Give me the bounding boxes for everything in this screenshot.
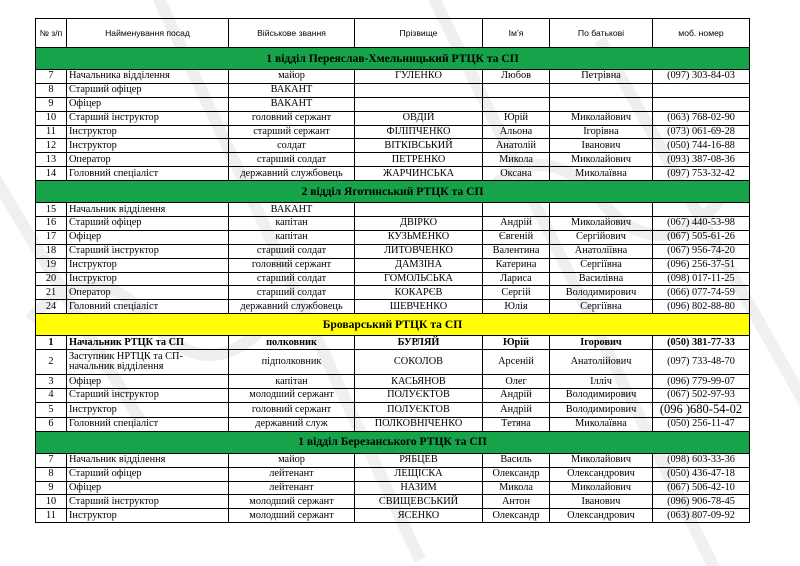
table-row: [36, 453, 750, 467]
table-row: [36, 70, 750, 84]
row-rank: головний сержант: [229, 258, 355, 272]
row-phone: (097) 733-48-70: [653, 350, 750, 375]
row-name: Олег: [483, 375, 550, 389]
table-row: [36, 258, 750, 272]
row-num: 5: [36, 402, 67, 417]
table-row: [36, 286, 750, 300]
row-rank: старший солдат: [229, 272, 355, 286]
row-name: Євгеній: [483, 230, 550, 244]
row-surname: ПОЛУЄКТОВ: [355, 389, 483, 403]
row-phone: (063) 768-02-90: [653, 111, 750, 125]
row-phone: [653, 83, 750, 97]
table-row: [36, 111, 750, 125]
table-row: [36, 509, 750, 523]
row-name: Юрій: [483, 336, 550, 350]
table-row: [36, 467, 750, 481]
table-row: [36, 495, 750, 509]
row-surname: ГОМОЛЬСЬКА: [355, 272, 483, 286]
table-row: [36, 389, 750, 403]
row-position: Оператор: [67, 153, 229, 167]
row-name: Микола: [483, 481, 550, 495]
row-phone-text: (096 )680-54-02: [659, 402, 743, 416]
row-phone: (096) 779-99-07: [653, 375, 750, 389]
row-num: 9: [36, 97, 67, 111]
row-phone: (097) 303-84-03: [653, 70, 750, 84]
row-phone: (066) 077-74-59: [653, 286, 750, 300]
row-position: Офіцер: [67, 97, 229, 111]
table-row: [36, 481, 750, 495]
row-patronymic: Миколайович: [550, 453, 653, 467]
row-num: 10: [36, 111, 67, 125]
row-rank: капітан: [229, 230, 355, 244]
row-patronymic: Іванович: [550, 139, 653, 153]
row-num: 13: [36, 153, 67, 167]
row-num: 18: [36, 244, 67, 258]
row-name: Андрій: [483, 217, 550, 231]
row-position: Офіцер: [67, 375, 229, 389]
row-patronymic: [550, 203, 653, 217]
row-phone: (063) 807-09-92: [653, 509, 750, 523]
row-rank: підполковник: [229, 350, 355, 375]
row-num: 1: [36, 336, 67, 350]
row-name: Юрій: [483, 111, 550, 125]
row-position: Старший інструктор: [67, 244, 229, 258]
row-surname: КАСЬЯНОВ: [355, 375, 483, 389]
row-rank: солдат: [229, 139, 355, 153]
row-num: 12: [36, 139, 67, 153]
row-phone: (097) 753-32-42: [653, 167, 750, 181]
row-surname: СОКОЛОВ: [355, 350, 483, 375]
row-patronymic: Ігорович: [550, 336, 653, 350]
row-name: Сергій: [483, 286, 550, 300]
row-position: Офіцер: [67, 230, 229, 244]
row-rank: головний сержант: [229, 402, 355, 417]
row-position: Начальник РТЦК та СП: [67, 336, 229, 350]
row-surname: ВІТКІВСЬКИЙ: [355, 139, 483, 153]
table-row: [36, 153, 750, 167]
row-phone: (098) 017-11-25: [653, 272, 750, 286]
row-patronymic: Сергіївна: [550, 300, 653, 314]
header-surname: Прізвище: [355, 19, 483, 48]
row-num: 7: [36, 453, 67, 467]
table-row: [36, 272, 750, 286]
row-num: 11: [36, 509, 67, 523]
row-surname: ПЕТРЕНКО: [355, 153, 483, 167]
row-name: [483, 203, 550, 217]
row-position: Заступник НРТЦК та СП-начальник відділення: [67, 350, 229, 375]
row-name: Антон: [483, 495, 550, 509]
row-num: 4: [36, 389, 67, 403]
table-row: [36, 83, 750, 97]
row-rank: головний сержант: [229, 111, 355, 125]
row-patronymic: Миколайович: [550, 481, 653, 495]
section-header: [36, 314, 750, 336]
row-phone: (067) 440-53-98: [653, 217, 750, 231]
row-surname: ПОЛУЄКТОВ: [355, 402, 483, 417]
header-position: Найменування посад: [67, 19, 229, 48]
row-patronymic: [550, 83, 653, 97]
row-name: Оксана: [483, 167, 550, 181]
row-patronymic: Володимирович: [550, 389, 653, 403]
row-position: Інструктор: [67, 258, 229, 272]
row-surname: ГУЛЕНКО: [355, 70, 483, 84]
row-name: Арсеній: [483, 350, 550, 375]
row-position: Інструктор: [67, 509, 229, 523]
row-patronymic: Василівна: [550, 272, 653, 286]
row-rank: капітан: [229, 375, 355, 389]
table-row: [36, 336, 750, 350]
row-phone: (067) 956-74-20: [653, 244, 750, 258]
row-num: 21: [36, 286, 67, 300]
row-position: Начальник відділення: [67, 453, 229, 467]
row-surname: ЯСЕНКО: [355, 509, 483, 523]
row-patronymic: Сергіївна: [550, 258, 653, 272]
row-rank: полковник: [229, 336, 355, 350]
row-phone: (098) 603-33-36: [653, 453, 750, 467]
row-surname: ЛИТОВЧЕНКО: [355, 244, 483, 258]
row-patronymic: [550, 97, 653, 111]
row-surname: ФІЛІПЧЕНКО: [355, 125, 483, 139]
row-name: Олександр: [483, 467, 550, 481]
table-row: [36, 402, 750, 417]
row-num: 3: [36, 375, 67, 389]
row-rank: молодший сержант: [229, 509, 355, 523]
row-rank: лейтенант: [229, 467, 355, 481]
row-position: Інструктор: [67, 125, 229, 139]
row-patronymic: Іванович: [550, 495, 653, 509]
row-patronymic: Миколаївна: [550, 167, 653, 181]
row-name: Андрій: [483, 402, 550, 417]
row-num: 8: [36, 467, 67, 481]
row-patronymic: Анатолійович: [550, 350, 653, 375]
row-phone: (050) 381-77-33: [653, 336, 750, 350]
header-rank: Військове звання: [229, 19, 355, 48]
row-surname: ПОЛКОВНІЧЕНКО: [355, 417, 483, 431]
row-num: 6: [36, 417, 67, 431]
section-header: [36, 431, 750, 453]
row-phone: [653, 97, 750, 111]
row-rank: старший солдат: [229, 286, 355, 300]
header-num: № з/п: [36, 19, 67, 48]
row-patronymic: Анатоліївна: [550, 244, 653, 258]
row-name: Лариса: [483, 272, 550, 286]
table-body: [36, 48, 750, 523]
header-phone: моб. номер: [653, 19, 750, 48]
row-surname: БУРЛЯЙ: [355, 336, 483, 350]
row-position: Інструктор: [67, 139, 229, 153]
row-rank: майор: [229, 70, 355, 84]
row-rank: ВАКАНТ: [229, 203, 355, 217]
row-phone: (073) 061-69-28: [653, 125, 750, 139]
row-rank: майор: [229, 453, 355, 467]
row-surname: КУЗЬМЕНКО: [355, 230, 483, 244]
row-surname: ДВІРКО: [355, 217, 483, 231]
header-patronymic: По батькові: [550, 19, 653, 48]
table-row: [36, 375, 750, 389]
row-name: Василь: [483, 453, 550, 467]
row-position: Старший інструктор: [67, 495, 229, 509]
table-row: [36, 167, 750, 181]
row-position: Офіцер: [67, 481, 229, 495]
section-title: 1 відділ Березанського РТЦК та СП: [36, 431, 750, 453]
row-name: Тетяна: [483, 417, 550, 431]
row-phone: [653, 203, 750, 217]
row-position: Головний спеціаліст: [67, 417, 229, 431]
row-name: Андрій: [483, 389, 550, 403]
row-name: Олександр: [483, 509, 550, 523]
row-surname: ЛЕЩІСКА: [355, 467, 483, 481]
section-title: 2 відділ Яготинський РТЦК та СП: [36, 181, 750, 203]
table-row: [36, 125, 750, 139]
row-surname: [355, 203, 483, 217]
row-position: Начальника відділення: [67, 70, 229, 84]
row-phone: (096) 802-88-80: [653, 300, 750, 314]
row-position: Старший офіцер: [67, 83, 229, 97]
row-position: Старший інструктор: [67, 111, 229, 125]
row-rank: молодший сержант: [229, 495, 355, 509]
row-rank: лейтенант: [229, 481, 355, 495]
row-num: 14: [36, 167, 67, 181]
row-name: Анатолій: [483, 139, 550, 153]
row-patronymic: Миколайович: [550, 217, 653, 231]
row-num: 9: [36, 481, 67, 495]
row-phone: (067) 502-97-93: [653, 389, 750, 403]
row-rank: ВАКАНТ: [229, 97, 355, 111]
row-phone: (050) 436-47-18: [653, 467, 750, 481]
table-row: [36, 217, 750, 231]
row-patronymic: Володимирович: [550, 402, 653, 417]
row-phone: (050) 744-16-88: [653, 139, 750, 153]
row-name: Юлія: [483, 300, 550, 314]
row-rank: старший сержант: [229, 125, 355, 139]
row-rank: ВАКАНТ: [229, 83, 355, 97]
row-phone: (096) 256-37-51: [653, 258, 750, 272]
row-rank: старший солдат: [229, 153, 355, 167]
row-rank: державний служ: [229, 417, 355, 431]
row-surname: СВИЩЕВСЬКИЙ: [355, 495, 483, 509]
row-rank: державний службовець: [229, 167, 355, 181]
row-surname: ДАМЗІНА: [355, 258, 483, 272]
row-rank: капітан: [229, 217, 355, 231]
section-header: [36, 181, 750, 203]
row-patronymic: Олександрович: [550, 509, 653, 523]
row-num: 10: [36, 495, 67, 509]
row-name: Микола: [483, 153, 550, 167]
header-row: [36, 19, 750, 48]
row-surname: ШЕВЧЕНКО: [355, 300, 483, 314]
table-row: [36, 139, 750, 153]
staff-table: [35, 18, 750, 523]
row-num: 15: [36, 203, 67, 217]
row-name: [483, 97, 550, 111]
row-patronymic: Олександрович: [550, 467, 653, 481]
row-surname: ОВДІЙ: [355, 111, 483, 125]
row-patronymic: Володимирович: [550, 286, 653, 300]
table-row: [36, 230, 750, 244]
row-surname: КОКАРЄВ: [355, 286, 483, 300]
row-surname: НАЗИМ: [355, 481, 483, 495]
table-row: [36, 203, 750, 217]
row-num: 11: [36, 125, 67, 139]
row-surname: ЖАРЧИНСЬКА: [355, 167, 483, 181]
row-phone: (093) 387-08-36: [653, 153, 750, 167]
row-position: Старший інструктор: [67, 389, 229, 403]
row-num: 17: [36, 230, 67, 244]
row-position: Головний спеціаліст: [67, 167, 229, 181]
section-title: Броварський РТЦК та СП: [36, 314, 750, 336]
row-name: Валентина: [483, 244, 550, 258]
row-position: Головний спеціаліст: [67, 300, 229, 314]
row-name: [483, 83, 550, 97]
row-rank: старший солдат: [229, 244, 355, 258]
row-num: 8: [36, 83, 67, 97]
row-patronymic: Ігорівна: [550, 125, 653, 139]
table-row: [36, 244, 750, 258]
row-patronymic: Сергійович: [550, 230, 653, 244]
row-position: Старший офіцер: [67, 467, 229, 481]
row-rank: державний службовець: [229, 300, 355, 314]
row-patronymic: Миколайович: [550, 153, 653, 167]
header-name: Ім’я: [483, 19, 550, 48]
row-phone: [653, 402, 750, 417]
row-phone: (067) 506-42-10: [653, 481, 750, 495]
table-row: [36, 300, 750, 314]
table-row: [36, 350, 750, 375]
row-num: 2: [36, 350, 67, 375]
row-patronymic: Петрівна: [550, 70, 653, 84]
row-phone: (067) 505-61-26: [653, 230, 750, 244]
row-num: 24: [36, 300, 67, 314]
row-patronymic: Ілліч: [550, 375, 653, 389]
row-surname: [355, 83, 483, 97]
table-row: [36, 97, 750, 111]
row-position: Інструктор: [67, 272, 229, 286]
row-name: Альона: [483, 125, 550, 139]
row-num: 19: [36, 258, 67, 272]
row-rank: молодший сержант: [229, 389, 355, 403]
row-surname: [355, 97, 483, 111]
row-num: 16: [36, 217, 67, 231]
row-num: 7: [36, 70, 67, 84]
row-surname: РЯБЦЕВ: [355, 453, 483, 467]
row-position: Інструктор: [67, 402, 229, 417]
section-header: [36, 48, 750, 70]
section-title: 1 відділ Переяслав-Хмельницький РТЦК та СП: [36, 48, 750, 70]
row-phone: (096) 906-78-45: [653, 495, 750, 509]
row-position: Оператор: [67, 286, 229, 300]
row-num: 20: [36, 272, 67, 286]
row-phone: (050) 256-11-47: [653, 417, 750, 431]
row-patronymic: Миколаївна: [550, 417, 653, 431]
row-position: Старший офіцер: [67, 217, 229, 231]
row-name: Катерина: [483, 258, 550, 272]
table-row: [36, 417, 750, 431]
row-patronymic: Миколайович: [550, 111, 653, 125]
row-position: Начальник відділення: [67, 203, 229, 217]
row-name: Любов: [483, 70, 550, 84]
